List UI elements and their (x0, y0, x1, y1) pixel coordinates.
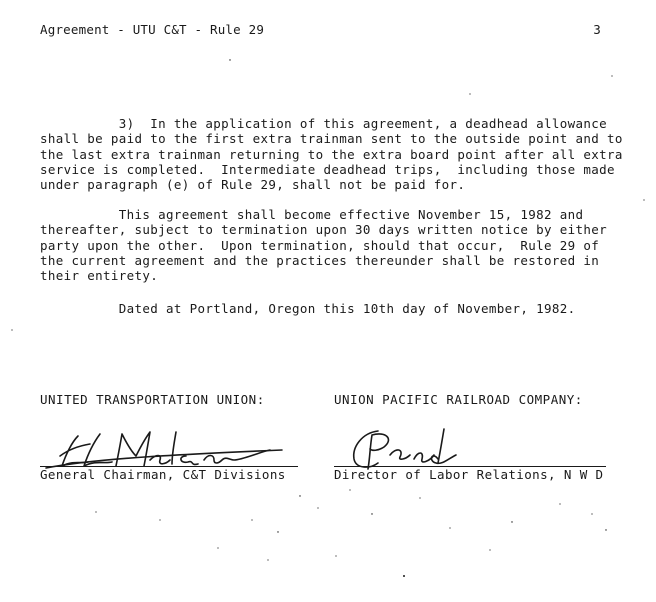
page-number: 3 (593, 22, 601, 37)
union-signatory-title: General Chairman, C&T Divisions (40, 467, 286, 482)
dated-line: Dated at Portland, Oregon this 10th day of November, 1982. (40, 301, 576, 316)
paragraph-deadhead-allowance: 3) In the application of this agreement, a deadhead allowance shall be paid to the first extra trainman sent to the outside point and to the last extra trainman returning to the extra board point after all extra service is completed. Intermediate deadhead trips, including those made under paragraph (e) of Rule 29, shall not be paid for. (40, 116, 623, 193)
railroad-signatory-label: UNION PACIFIC RAILROAD COMPANY: (334, 392, 583, 407)
paragraph-effective-date: This agreement shall become effective November 15, 1982 and thereafter, subject to termination upon 30 days written notice by either party upon the other. Upon termination, should that occur, Rule 29 of the current agreement and the practices thereunder shall be restored in their entirety. (40, 207, 608, 284)
railroad-signatory-title: Director of Labor Relations, N W D (334, 467, 604, 482)
union-signatory-label: UNITED TRANSPORTATION UNION: (40, 392, 265, 407)
document-header-title: Agreement - UTU C&T - Rule 29 (40, 22, 265, 37)
